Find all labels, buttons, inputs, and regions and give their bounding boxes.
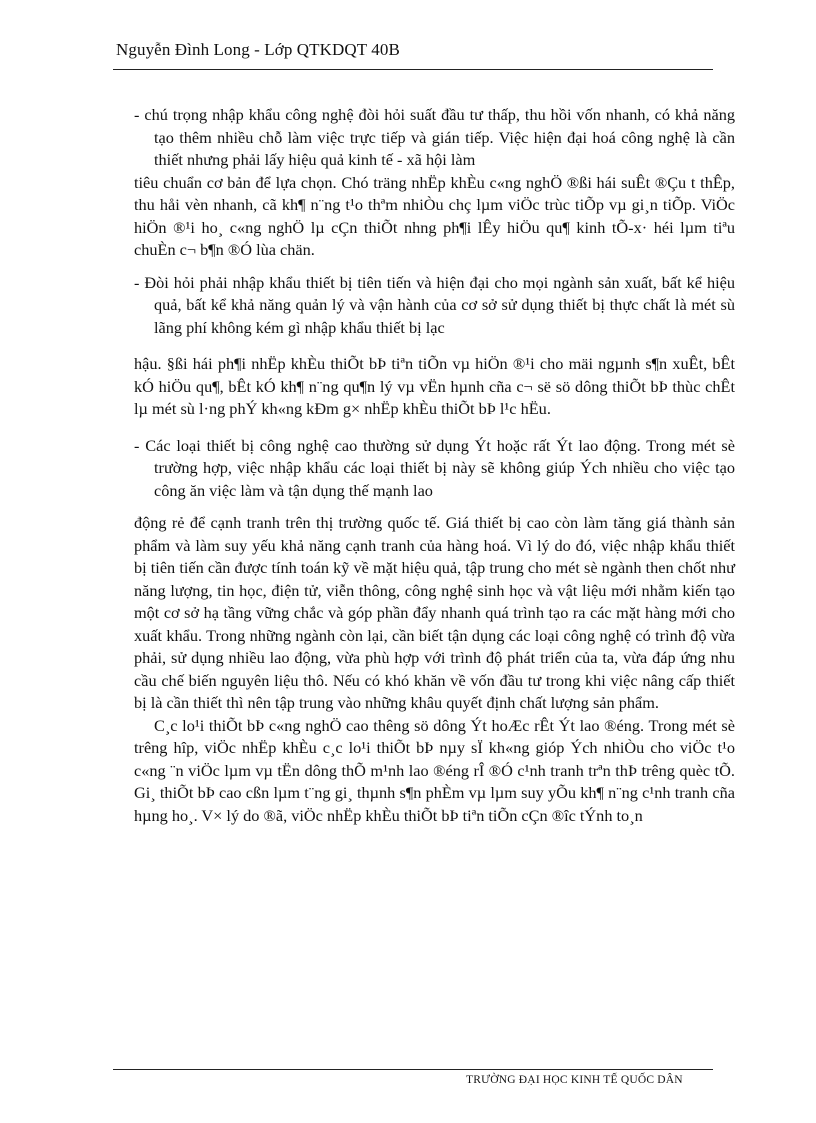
paragraph-5: - Các loại thiết bị công nghệ cao thường sử dụng Ýt hoặc rất Ýt lao động. Trong mét sè trường hợp, việc nhập khẩu các loại thiết bị này sẽ không giúp Ých nhiều cho việc tạo công ăn việc làm và tận dụng thế mạnh lao	[134, 435, 735, 500]
paragraph-1: - chú trọng nhập khẩu công nghệ đòi hỏi suất đầu tư thấp, thu hồi vốn nhanh, có khả năng tạo thêm nhiều chỗ làm việc trực tiếp và gián tiếp. Việc hiện đại hoá công nghệ là cần thiết nhưng phải lấy hiệu quả kinh tế - xã hội làm	[134, 105, 735, 169]
page-footer: TRƯỜNG ĐẠI HỌC KINH TẾ QUỐC DÂN	[466, 1074, 683, 1086]
paragraph-6: động rẻ để cạnh tranh trên thị trường quốc tế. Giá thiết bị cao còn làm tăng giá thành sản phẩm và làm suy yếu khả năng cạnh tranh của hàng hoá. Vì lý do đó, việc nhập khẩu thiết bị tiên tiến cần được tính toán kỹ về mặt hiệu quả, tập trung cho mét sè ngành then chốt như năng lượng, tin học, điện tử, viễn thông, công nghệ sinh học và vật liệu mới nhằm kiến tạo một cơ sở hạ tầng vững chắc và góp phần đẩy nhanh quá trình tạo ra các mặt hàng mới cho xuất khẩu. Trong những ngành còn lại, cần biết tận dụng các loại công nghệ có trình độ vừa phải, sử dụng nhiều lao động, vừa phù hợp với trình độ phát triển của ta, vừa đáp ứng nhu cầu chế biến nguyên liệu thô. Nếu có khó khăn về vốn đầu tư trong khi việc nâng cấp thiết bị là cần thiết thì nên tập trung vào những khâu quyết định chất lượng sản phẩm.	[134, 513, 735, 712]
paragraph-7: C¸c lo¹i thiÕt bÞ c«ng nghÖ cao thêng sö dông Ýt hoÆc rÊt Ýt lao ®éng. Trong mét sè trêng hîp, viÖc nhËp khÈu c¸c lo¹i thiÕt bÞ nµy sÏ kh«ng gióp Ých nhiÒu cho viÖc t¹o c«ng ¨n viÖc lµm vµ tËn dông thÕ m¹nh lao ®éng rÎ ®Ó c¹nh tranh trªn thÞ trêng quèc tÕ. Gi¸ thiÕt bÞ cao cßn lµm t¨ng gi¸ thµnh s¶n phÈm vµ lµm suy yÕu kh¶ n¨ng c¹nh tranh cña hµng ho¸. V× lý do ®ã, viÖc nhËp khÈu thiÕt bÞ tiªn tiÕn cÇn ®îc tÝnh to¸n	[134, 715, 735, 825]
footer-rule	[113, 1069, 713, 1070]
page-header: Nguyễn Đình Long - Lớp QTKDQT 40B	[116, 40, 400, 59]
paragraph-3: - Đòi hỏi phải nhập khẩu thiết bị tiên tiến và hiện đại cho mọi ngành sản xuất, bất kể hiệu quả, bất kể khả năng quản lý và vận hành của cơ sở sử dụng thiết bị thực chất là mét sù lãng phí không kém gì nhập khẩu thiết bị lạc	[134, 272, 735, 337]
paragraph-2: tiêu chuẩn cơ bản để lựa chọn. Chó träng nhËp khÈu c«ng nghÖ ®ßi hái suÊt ®Çu t thÊp, thu håi vèn nhanh, cã kh¶ n¨ng t¹o thªm nhiÒu chç lµm viÖc trùc tiÕp vµ gi¸n tiÕp. ViÖc hiÖn ®¹i ho¸ c«ng nghÖ lµ cÇn thiÕt nhng ph¶i lÊy hiÖu qu¶ kinh tÕ-x· héi lµm tiªu chuÈn c¬ b¶n ®Ó lùa chän.	[134, 172, 735, 259]
header-rule	[113, 69, 713, 70]
paragraph-4: hậu. §ßi hái ph¶i nhËp khÈu thiÕt bÞ tiªn tiÕn vµ hiÖn ®¹i cho mäi ngµnh s¶n xuÊt, bÊt kÓ hiÖu qu¶, bÊt kÓ kh¶ n¨ng qu¶n lý vµ vËn hµnh cña c¬ së sö dông thiÕt bÞ thùc chÊt lµ mét sù l·ng phÝ kh«ng kÐm g× nhËp khÈu thiÕt bÞ l¹c hËu.	[134, 354, 735, 418]
document-body	[134, 104, 735, 827]
